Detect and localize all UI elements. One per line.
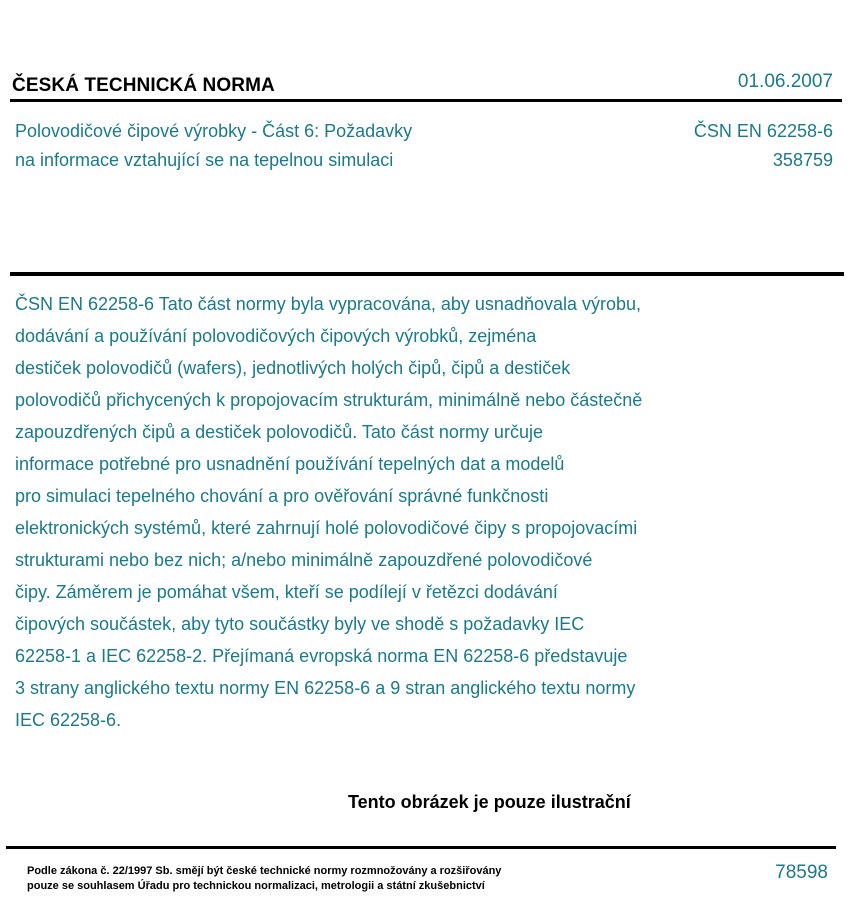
header-divider (10, 99, 842, 102)
abstract-line: pro simulaci tepelného chování a pro ověřování správné funkčnosti (15, 486, 549, 506)
document-number: 78598 (775, 862, 828, 883)
abstract-line: čipových součástek, aby tyto součástky byly ve shodě s požadavky IEC (15, 614, 585, 634)
abstract-line: IEC 62258-6. (15, 710, 122, 730)
abstract-line: ČSN EN 62258-6 Tato část normy byla vypracována, aby usnadňovala výrobu, (15, 294, 642, 314)
subject-line-1: Polovodičové čipové výrobky - Část 6: Požadavky (15, 121, 413, 141)
abstract-line: elektronických systémů, které zahrnují holé polovodičové čipy s propojovacími (15, 518, 638, 538)
abstract-line: strukturami nebo bez nich; a/nebo minimálně zapouzdřené polovodičové (15, 550, 593, 570)
copyright-line-2: pouze se souhlasem Úřadu pro technickou normalizaci, metrologii a státní zkušebnictví (27, 880, 485, 892)
copyright-line-1: Podle zákona č. 22/1997 Sb. smějí být české technické normy rozmnožovány a rozšiřovány (27, 865, 502, 877)
abstract-line: zapouzdřených čipů a destiček polovodičů. Tato část normy určuje (15, 422, 543, 442)
abstract-line: 3 strany anglického textu normy EN 62258-6 a 9 stran anglického textu normy (15, 678, 636, 698)
standard-codes (694, 117, 833, 175)
abstract-line: dodávání a používání polovodičových čipových výrobků, zejména (15, 326, 537, 346)
abstract-line: čipy. Záměrem je pomáhat všem, kteří se podílejí v řetězci dodávání (15, 582, 558, 602)
document-type-title: ČESKÁ TECHNICKÁ NORMA (12, 75, 275, 96)
standard-subject (15, 117, 412, 175)
section-divider (10, 272, 844, 276)
standard-code: ČSN EN 62258-6 (693, 121, 833, 141)
publication-date: 01.06.2007 (737, 71, 833, 92)
abstract-text (15, 288, 805, 736)
abstract-line: polovodičů přichycených k propojovacím strukturám, minimálně nebo částečně (15, 390, 643, 410)
illustration-notice: Tento obrázek je pouze ilustrační (348, 792, 631, 812)
copyright-notice (27, 864, 501, 894)
catalog-number: 358759 (772, 150, 833, 170)
abstract-line: informace potřebné pro usnadnění používání tepelných dat a modelů (15, 454, 565, 474)
abstract-line: 62258-1 a IEC 62258-2. Přejímaná evropská norma EN 62258-6 představuje (15, 646, 628, 666)
subject-line-2: na informace vztahující se na tepelnou simulaci (15, 150, 394, 170)
abstract-line: destiček polovodičů (wafers), jednotlivých holých čipů, čipů a destiček (15, 358, 571, 378)
footer-divider (6, 846, 836, 849)
